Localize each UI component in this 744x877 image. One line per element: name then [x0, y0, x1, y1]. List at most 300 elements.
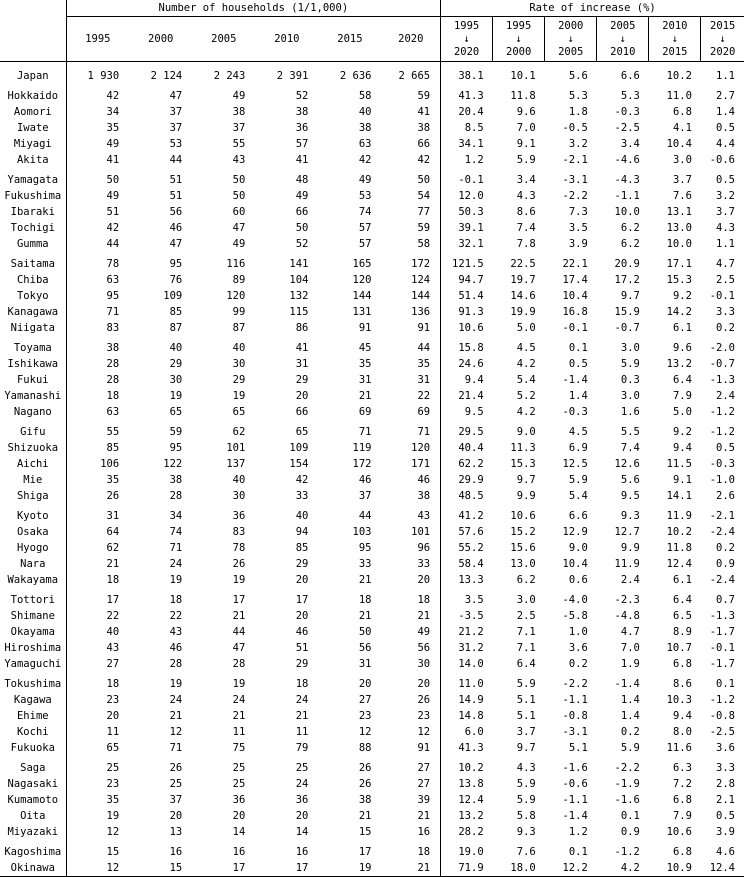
household-count-cell: 132	[289, 290, 309, 302]
table-row	[0, 488, 744, 504]
increase-rate-cell: 8.6	[672, 678, 692, 690]
increase-rate-cell: -1.9	[614, 778, 640, 790]
household-count-cell: 17	[106, 594, 120, 606]
household-count-cell: 19	[232, 390, 246, 402]
increase-rate-cell: 7.8	[516, 238, 536, 250]
household-count-cell: 46	[169, 222, 183, 234]
prefecture-name: Chiba	[0, 272, 66, 288]
household-count-cell: 26	[358, 778, 372, 790]
household-count-cell: 18	[358, 594, 372, 606]
increase-rate-cell: 17.2	[614, 274, 640, 286]
household-count-cell: 94	[295, 526, 309, 538]
increase-rate-cell: 55.2	[441, 540, 493, 556]
household-count-cell: 91	[417, 742, 431, 754]
increase-rate-cell: -1.3	[709, 610, 735, 622]
increase-rate-cell: 15.6	[510, 542, 536, 554]
household-count-cell: 76	[169, 274, 183, 286]
prefecture-name: Hyogo	[0, 540, 66, 556]
increase-rate-cell: -1.1	[562, 794, 588, 806]
household-count-cell: 20	[295, 574, 309, 586]
household-count-cell: 17	[255, 860, 318, 877]
household-count-cell: 66	[417, 138, 431, 150]
increase-rate-cell: 17.1	[666, 258, 692, 270]
increase-rate-cell: -4.3	[614, 174, 640, 186]
prefecture-name: Tochigi	[0, 220, 66, 236]
increase-rate-cell: 5.6	[568, 70, 588, 82]
increase-rate-cell: 10.2	[666, 70, 692, 82]
household-count-cell: 106	[100, 458, 120, 470]
household-count-cell: 44	[358, 510, 372, 522]
increase-rate-cell: 4.5	[516, 342, 536, 354]
increase-rate-cell: 13.2	[441, 808, 493, 824]
increase-rate-cell: 10.4	[562, 558, 588, 570]
household-count-cell: 16	[417, 826, 431, 838]
household-count-cell: 34	[106, 106, 120, 118]
increase-rate-cell: 3.0	[672, 154, 692, 166]
household-count-cell: 109	[289, 442, 309, 454]
increase-rate-cell: 21.2	[441, 624, 493, 640]
increase-rate-cell: 9.4	[441, 372, 493, 388]
increase-rate-cell: 0.2	[716, 322, 735, 334]
table-row	[0, 88, 744, 104]
household-count-cell: 24	[169, 694, 183, 706]
increase-rate-cell: 6.6	[620, 70, 640, 82]
increase-rate-cell: 3.2	[716, 190, 735, 202]
increase-rate-cell: -2.5	[614, 122, 640, 134]
table-row	[0, 860, 744, 877]
household-count-cell: 38	[358, 794, 372, 806]
household-count-cell: 56	[358, 642, 372, 654]
household-count-cell: 43	[417, 510, 431, 522]
household-count-cell: 37	[169, 106, 183, 118]
increase-rate-cell: 4.4	[716, 138, 735, 150]
prefecture-name: Iwate	[0, 120, 66, 136]
household-count-cell: 50	[295, 222, 309, 234]
increase-rate-cell: 9.9	[620, 542, 640, 554]
increase-rate-cell: 22.1	[562, 258, 588, 270]
household-count-cell: 25	[295, 762, 309, 774]
increase-rate-cell: 15.9	[614, 306, 640, 318]
household-count-cell: 31	[358, 658, 372, 670]
increase-rate-cell: 13.3	[441, 572, 493, 588]
household-count-cell: 25	[106, 762, 120, 774]
household-count-cell: 83	[232, 526, 246, 538]
increase-rate-cell: 9.6	[516, 106, 536, 118]
household-count-cell: 25	[232, 762, 246, 774]
household-count-cell: 65	[169, 406, 183, 418]
increase-rate-cell: 11.8	[666, 542, 692, 554]
table-row	[0, 624, 744, 640]
household-count-cell: 83	[106, 322, 120, 334]
increase-rate-cell: 15.2	[510, 526, 536, 538]
household-count-cell: 59	[169, 426, 183, 438]
household-count-cell: 60	[232, 206, 246, 218]
household-count-cell: 37	[169, 122, 183, 134]
household-count-cell: 85	[169, 306, 183, 318]
increase-rate-cell: -1.7	[709, 658, 735, 670]
household-count-cell: 16	[295, 846, 309, 858]
household-count-cell: 77	[417, 206, 431, 218]
increase-rate-cell: 12.6	[614, 458, 640, 470]
increase-rate-cell: 9.2	[672, 290, 692, 302]
prefecture-name: Gumma	[0, 236, 66, 252]
increase-rate-cell: 14.6	[510, 290, 536, 302]
household-count-cell: 30	[169, 374, 183, 386]
household-count-cell: 99	[232, 306, 246, 318]
increase-rate-cell: 1.0	[568, 626, 588, 638]
household-count-cell: 31	[417, 374, 431, 386]
table-row	[0, 540, 744, 556]
increase-rate-cell: -1.1	[562, 694, 588, 706]
household-count-cell: 26	[232, 558, 246, 570]
prefecture-name: Hiroshima	[0, 640, 66, 656]
household-count-cell: 23	[106, 694, 120, 706]
household-count-cell: 50	[106, 174, 120, 186]
household-count-cell: 21	[417, 610, 431, 622]
prefecture-name: Kagoshima	[0, 844, 66, 860]
increase-rate-cell: -5.8	[562, 610, 588, 622]
household-count-cell: 27	[417, 778, 431, 790]
table-row	[0, 188, 744, 204]
household-count-cell: 13	[169, 826, 183, 838]
household-count-cell: 21	[417, 810, 431, 822]
household-count-cell: 54	[417, 190, 431, 202]
household-count-cell: 19	[106, 810, 120, 822]
table-row	[0, 236, 744, 252]
household-count-cell: 49	[417, 626, 431, 638]
increase-rate-cell: 6.9	[568, 442, 588, 454]
increase-rate-cell: 1.8	[568, 106, 588, 118]
household-count-cell: 71	[169, 542, 183, 554]
household-count-cell: 122	[163, 458, 183, 470]
increase-rate-cell: 48.5	[441, 488, 493, 504]
prefecture-name: Wakayama	[0, 572, 66, 588]
household-count-cell: 45	[358, 342, 372, 354]
increase-rate-cell: 7.3	[568, 206, 588, 218]
increase-rate-cell: 6.2	[516, 574, 536, 586]
household-count-cell: 59	[417, 222, 431, 234]
household-count-cell: 66	[295, 206, 309, 218]
increase-rate-cell: 8.6	[516, 206, 536, 218]
increase-rate-cell: 13.8	[441, 776, 493, 792]
increase-rate-cell: -0.3	[562, 406, 588, 418]
household-count-cell: 154	[289, 458, 309, 470]
increase-rate-cell: 9.9	[516, 490, 536, 502]
table-row	[0, 456, 744, 472]
household-count-cell: 42	[417, 154, 431, 166]
increase-rate-cell: 13.0	[666, 222, 692, 234]
table-row	[0, 472, 744, 488]
increase-rate-cell: 0.2	[620, 726, 640, 738]
household-count-cell: 50	[232, 190, 246, 202]
household-count-cell: 65	[295, 426, 309, 438]
household-count-cell: 17	[232, 594, 246, 606]
increase-rate-cell: 0.9	[716, 558, 735, 570]
household-count-cell: 46	[417, 474, 431, 486]
increase-rate-cell: 94.7	[441, 272, 493, 288]
household-count-cell: 71	[417, 426, 431, 438]
increase-rate-cell: 0.1	[716, 678, 735, 690]
year-header: 2015	[318, 17, 381, 62]
increase-rate-cell: 4.3	[716, 222, 735, 234]
prefecture-name: Tottori	[0, 592, 66, 608]
household-count-cell: 14	[295, 826, 309, 838]
increase-rate-cell: 34.1	[441, 136, 493, 152]
household-count-cell: 38	[295, 106, 309, 118]
household-count-cell: 23	[417, 710, 431, 722]
increase-rate-cell: 2.4	[620, 574, 640, 586]
table-row	[0, 172, 744, 188]
increase-rate-cell: -2.1	[709, 510, 735, 522]
table-row	[0, 404, 744, 420]
household-count-cell: 41	[295, 342, 309, 354]
household-count-cell: 171	[411, 458, 431, 470]
increase-rate-cell: -0.1	[562, 322, 588, 334]
table-row	[0, 724, 744, 740]
table-row	[0, 556, 744, 572]
increase-rate-cell: 3.4	[620, 138, 640, 150]
household-count-cell: 78	[106, 258, 120, 270]
prefecture-name: Nara	[0, 556, 66, 572]
increase-rate-cell: 6.1	[672, 574, 692, 586]
household-count-cell: 116	[226, 258, 246, 270]
increase-rate-cell: 1.2	[568, 826, 588, 838]
increase-rate-cell: 58.4	[441, 556, 493, 572]
increase-rate-cell: 12.2	[545, 860, 597, 877]
increase-rate-cell: 7.6	[672, 190, 692, 202]
increase-rate-cell: -0.7	[614, 322, 640, 334]
household-count-cell: 49	[106, 138, 120, 150]
household-count-cell: 21	[358, 390, 372, 402]
household-count-cell: 29	[295, 558, 309, 570]
increase-rate-cell: 5.0	[672, 406, 692, 418]
increase-rate-cell: 121.5	[441, 256, 493, 272]
household-count-cell: 74	[169, 526, 183, 538]
rate-period-header: 2010 ↓ 2015	[649, 17, 701, 62]
increase-rate-cell: 3.7	[672, 174, 692, 186]
household-count-cell: 21	[232, 610, 246, 622]
household-count-cell: 91	[358, 322, 372, 334]
household-count-cell: 85	[106, 442, 120, 454]
household-count-cell: 63	[106, 274, 120, 286]
household-count-cell: 58	[358, 90, 372, 102]
household-count-cell: 16	[169, 846, 183, 858]
household-count-cell: 63	[106, 406, 120, 418]
household-count-cell: 22	[169, 610, 183, 622]
increase-rate-cell: 5.2	[516, 390, 536, 402]
increase-rate-cell: 2.6	[716, 490, 735, 502]
increase-rate-cell: 40.4	[441, 440, 493, 456]
increase-rate-cell: 0.1	[568, 846, 588, 858]
increase-rate-cell: 9.4	[672, 442, 692, 454]
household-count-cell: 88	[358, 742, 372, 754]
table-row	[0, 740, 744, 756]
household-count-cell: 36	[295, 794, 309, 806]
household-count-cell: 19	[232, 678, 246, 690]
household-count-cell: 20	[106, 710, 120, 722]
increase-rate-cell: 1.6	[620, 406, 640, 418]
household-count-cell: 46	[169, 642, 183, 654]
increase-rate-cell: 6.4	[672, 594, 692, 606]
household-count-cell: 17	[358, 846, 372, 858]
household-count-cell: 95	[169, 258, 183, 270]
increase-rate-cell: 9.4	[672, 710, 692, 722]
prefecture-name: Shiga	[0, 488, 66, 504]
increase-rate-cell: 3.9	[716, 826, 735, 838]
prefecture-name: Shizuoka	[0, 440, 66, 456]
increase-rate-cell: 8.5	[441, 120, 493, 136]
household-count-cell: 12	[417, 726, 431, 738]
household-count-cell: 42	[358, 154, 372, 166]
increase-rate-cell: 1.1	[716, 238, 735, 250]
increase-rate-cell: 12.9	[562, 526, 588, 538]
increase-rate-cell: -1.2	[709, 406, 735, 418]
household-count-cell: 46	[295, 626, 309, 638]
increase-rate-cell: 7.2	[672, 778, 692, 790]
increase-rate-cell: -0.6	[562, 778, 588, 790]
increase-rate-cell: 6.0	[441, 724, 493, 740]
rate-period-header: 1995 ↓ 2000	[493, 17, 545, 62]
household-count-cell: 65	[106, 742, 120, 754]
household-count-cell: 36	[232, 510, 246, 522]
table-row	[0, 676, 744, 692]
prefecture-name: Yamaguchi	[0, 656, 66, 672]
increase-rate-cell: 13.1	[666, 206, 692, 218]
household-count-cell: 33	[358, 558, 372, 570]
increase-rate-cell: 5.9	[516, 794, 536, 806]
increase-rate-cell: 5.3	[568, 90, 588, 102]
prefecture-name: Kochi	[0, 724, 66, 740]
household-count-cell: 69	[358, 406, 372, 418]
household-count-cell: 35	[417, 358, 431, 370]
prefecture-name: Kumamoto	[0, 792, 66, 808]
prefecture-name: Saitama	[0, 256, 66, 272]
increase-rate-cell: 4.6	[716, 846, 735, 858]
household-count-cell: 37	[169, 794, 183, 806]
increase-rate-cell: 0.1	[620, 810, 640, 822]
table-row	[0, 372, 744, 388]
household-count-cell: 120	[411, 442, 431, 454]
increase-rate-cell: 7.4	[620, 442, 640, 454]
table-row	[0, 388, 744, 404]
household-count-cell: 38	[232, 106, 246, 118]
increase-rate-cell: 5.3	[620, 90, 640, 102]
household-count-cell: 47	[232, 642, 246, 654]
household-count-cell: 24	[295, 694, 309, 706]
increase-rate-cell: 10.6	[666, 826, 692, 838]
increase-rate-cell: 0.9	[620, 826, 640, 838]
table-row	[0, 152, 744, 168]
increase-rate-cell: 71.9	[441, 860, 493, 877]
household-count-cell: 42	[106, 90, 120, 102]
household-count-cell: 41	[295, 154, 309, 166]
increase-rate-cell: -1.6	[562, 762, 588, 774]
increase-rate-cell: -1.2	[614, 846, 640, 858]
increase-rate-cell: 10.4	[562, 290, 588, 302]
increase-rate-cell: -2.2	[562, 678, 588, 690]
household-count-cell: 30	[417, 658, 431, 670]
household-count-cell: 49	[232, 90, 246, 102]
household-count-cell: 29	[232, 374, 246, 386]
household-count-cell: 172	[411, 258, 431, 270]
household-count-cell: 33	[417, 558, 431, 570]
household-count-cell: 17	[192, 860, 255, 877]
increase-rate-cell: 19.0	[441, 844, 493, 860]
increase-rate-cell: 0.5	[716, 442, 735, 454]
increase-rate-cell: 62.2	[441, 456, 493, 472]
household-count-cell: 14	[232, 826, 246, 838]
prefecture-name: Osaka	[0, 524, 66, 540]
increase-rate-cell: 0.1	[568, 342, 588, 354]
household-count-cell: 20	[417, 678, 431, 690]
prefecture-name: Oita	[0, 808, 66, 824]
prefecture-name: Miyagi	[0, 136, 66, 152]
table-row	[0, 824, 744, 840]
household-count-cell: 89	[232, 274, 246, 286]
household-count-cell: 40	[106, 626, 120, 638]
household-count-cell: 20	[232, 810, 246, 822]
prefecture-name: Tokyo	[0, 288, 66, 304]
household-count-cell: 95	[169, 442, 183, 454]
household-count-cell: 62	[106, 542, 120, 554]
household-count-cell: 29	[295, 374, 309, 386]
year-header: 2000	[129, 17, 192, 62]
increase-rate-cell: -2.4	[709, 526, 735, 538]
table-row	[0, 844, 744, 860]
prefecture-name: Niigata	[0, 320, 66, 336]
increase-rate-cell: 5.9	[516, 778, 536, 790]
household-count-cell: 28	[169, 490, 183, 502]
increase-rate-cell: 11.6	[666, 742, 692, 754]
rate-period-header: 2000 ↓ 2005	[545, 17, 597, 62]
prefecture-name: Aomori	[0, 104, 66, 120]
increase-rate-cell: 29.5	[441, 424, 493, 440]
table-row	[0, 608, 744, 624]
increase-rate-cell: 6.8	[672, 794, 692, 806]
increase-rate-cell: 3.5	[441, 592, 493, 608]
table-row	[0, 104, 744, 120]
increase-rate-cell: 6.4	[516, 658, 536, 670]
household-count-cell: 19	[169, 574, 183, 586]
household-count-cell: 47	[169, 90, 183, 102]
household-count-cell: 27	[106, 658, 120, 670]
prefecture-name: Japan	[0, 68, 66, 84]
household-count-cell: 74	[358, 206, 372, 218]
household-count-cell: 38	[358, 122, 372, 134]
household-count-cell: 137	[226, 458, 246, 470]
household-count-cell: 66	[295, 406, 309, 418]
table-row	[0, 424, 744, 440]
increase-rate-cell: 19.9	[510, 306, 536, 318]
table-row	[0, 524, 744, 540]
household-count-cell: 19	[169, 678, 183, 690]
table-row	[0, 808, 744, 824]
increase-rate-cell: 0.2	[568, 658, 588, 670]
increase-rate-cell: 6.3	[672, 762, 692, 774]
increase-rate-cell: 5.4	[516, 374, 536, 386]
increase-rate-cell: -1.2	[709, 694, 735, 706]
prefecture-name: Akita	[0, 152, 66, 168]
increase-rate-cell: 7.0	[516, 122, 536, 134]
household-count-cell: 21	[381, 860, 440, 877]
household-count-cell: 59	[417, 90, 431, 102]
household-count-cell: 49	[295, 190, 309, 202]
prefecture-name: Saga	[0, 760, 66, 776]
household-count-cell: 26	[106, 490, 120, 502]
household-count-cell: 53	[358, 190, 372, 202]
increase-rate-cell: -3.5	[441, 608, 493, 624]
increase-rate-cell: 12.0	[441, 188, 493, 204]
